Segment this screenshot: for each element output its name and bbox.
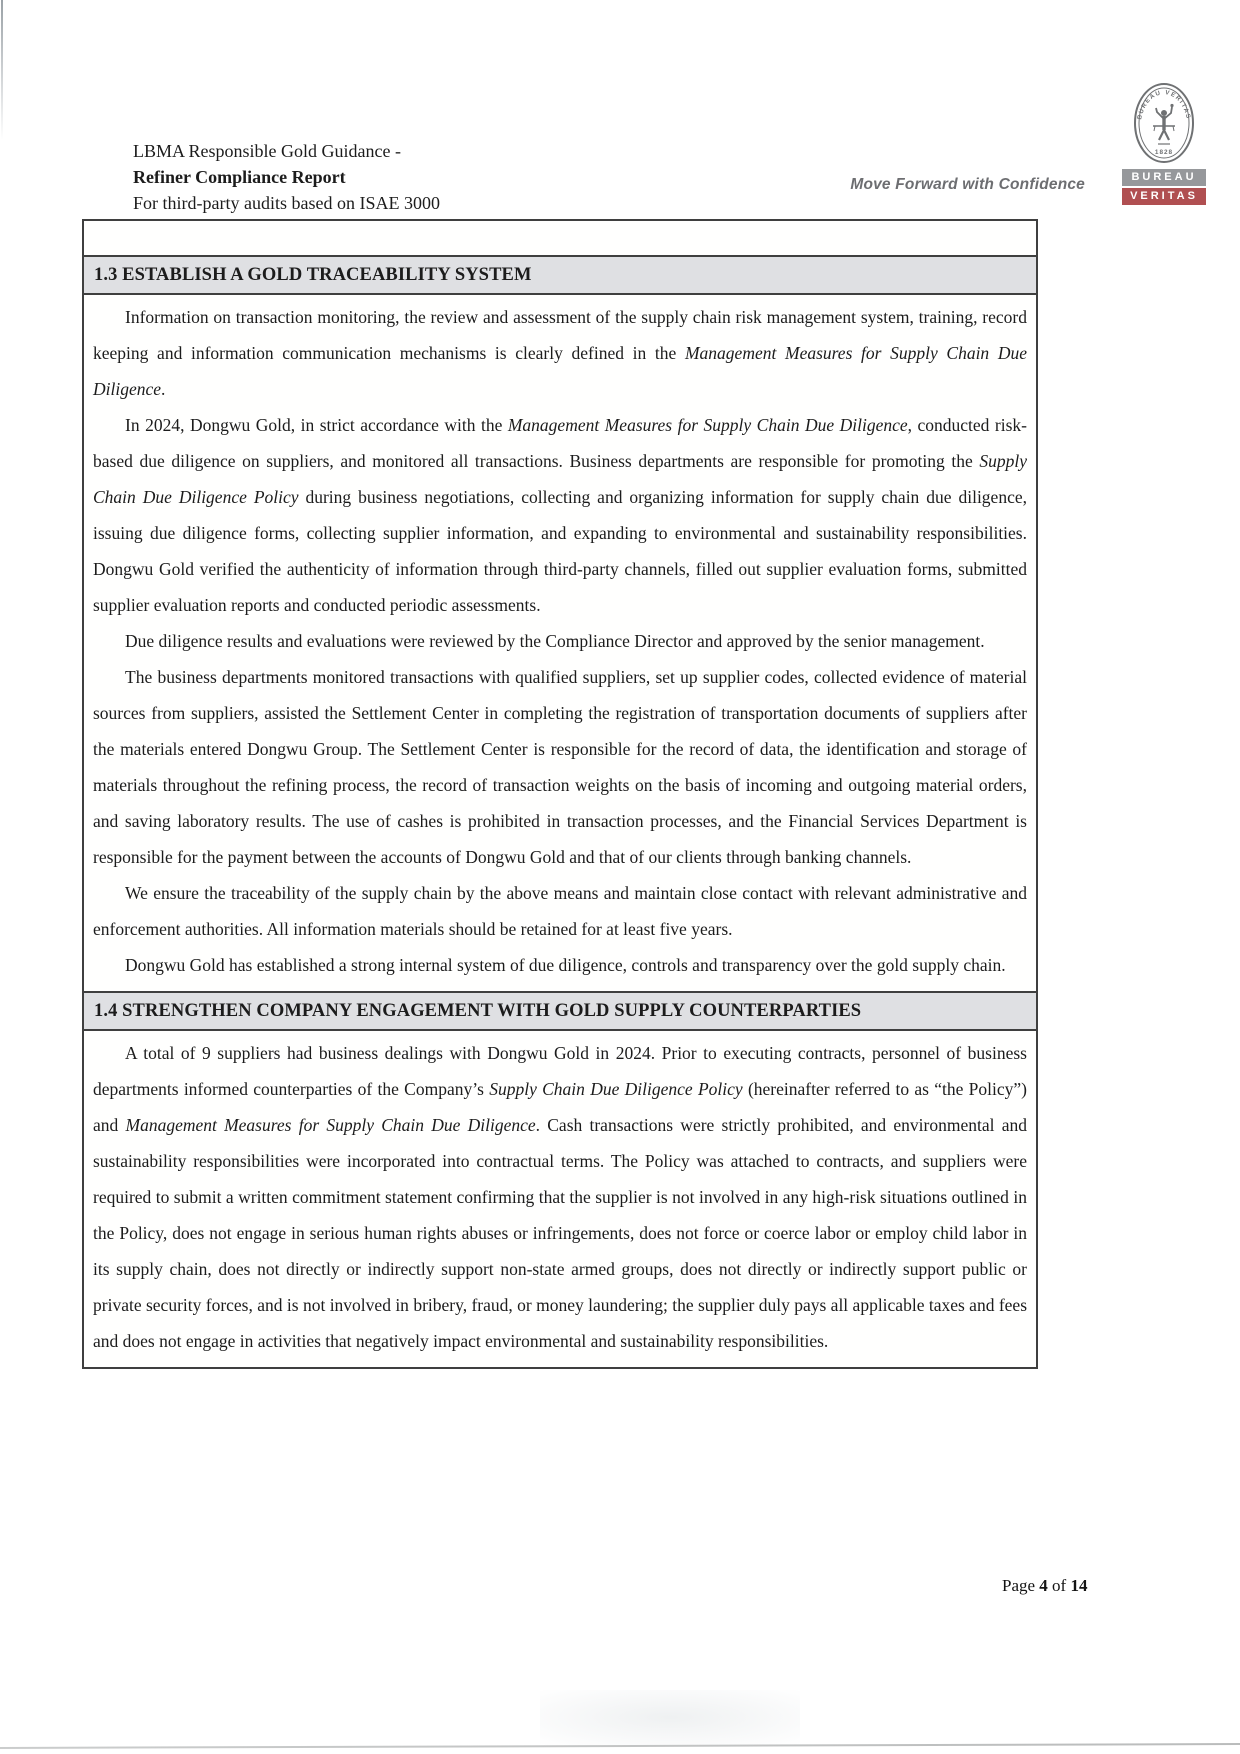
scan-artifact-smudge (540, 1690, 800, 1745)
italic-text-run: Management Measures for Supply Chain Due Diligence (125, 1115, 536, 1135)
page-number (1002, 1576, 1087, 1596)
paragraph (93, 407, 1027, 623)
paragraph (93, 875, 1027, 947)
emblem-arc-text: BUREAU VERITAS (1136, 89, 1192, 121)
text-run: during business negotiations, collecting and organizing information for supply chain due diligence, issuing due diligence forms, collecting supplier information, and expanding to environmental and sustainability responsibilities. Dongwu Gold verified the authenticity of information through third-party channels, filled out supplier evaluation forms, submitted supplier evaluation reports and conducted periodic assessments. (93, 487, 1027, 615)
text-run: (hereinafter referred to as “the Policy”) and (93, 1079, 1028, 1135)
torch-bearer-figure (1153, 104, 1175, 144)
page-number-value: 4 (1039, 1576, 1048, 1595)
italic-text-run: Management Measures for Supply Chain Due Diligence (507, 415, 908, 435)
text-run: In 2024, Dongwu Gold, in strict accordance with the (125, 415, 508, 435)
paragraph (93, 1035, 1027, 1359)
text-run: . (161, 379, 166, 399)
of-label: of (1052, 1576, 1067, 1595)
section-body-1-3 (84, 295, 1036, 993)
text-run: Due diligence results and evaluations were reviewed by the Compliance Director and approved by the senior management. (125, 631, 985, 651)
emblem-year: 1828 (1154, 149, 1174, 156)
doc-title-line2: Refiner Compliance Report (133, 167, 346, 187)
brand-tagline: Move Forward with Confidence (850, 176, 1085, 193)
bureau-veritas-logo (1122, 82, 1206, 205)
italic-text-run: Management Measures for Supply Chain Due Diligence (93, 343, 1027, 399)
paragraph (93, 299, 1027, 407)
page-label: Page (1002, 1576, 1036, 1595)
total-pages-value: 14 (1070, 1576, 1088, 1595)
text-run: The business departments monitored transactions with qualified suppliers, set up supplier codes, collected evidence of material sources from suppliers, assisted the Settlement Center in completing the registration of transportation documents of suppliers after the materials entered Dongwu Group. The Settlement Center is responsible for the record of data, the identification and storage of materials throughout the refining process, the record of transaction weights on the basis of incoming and outgoing material orders, and saving laboratory results. The use of cashes is prohibited in transaction processes, and the Financial Services Department is responsible for the payment between the accounts of Dongwu Gold and that of our clients through banking channels. (93, 667, 1027, 867)
text-run: A total of 9 suppliers had business dealings with Dongwu Gold in 2024. Prior to executing contracts, personnel of business departments informed counterparties of the Company’s (93, 1043, 1027, 1099)
section-heading-1-4: 1.4 STRENGTHEN COMPANY ENGAGEMENT WITH GOLD SUPPLY COUNTERPARTIES (84, 993, 1036, 1031)
scan-artifact-left-edge (1, 0, 3, 140)
empty-table-row (84, 221, 1036, 257)
italic-text-run: Supply Chain Due Diligence Policy (93, 451, 1027, 507)
section-body-1-4 (84, 1031, 1036, 1367)
text-run: We ensure the traceability of the supply chain by the above means and maintain close contact with relevant administrative and enforcement authorities. All information materials should be retained for at least five years. (93, 883, 1027, 939)
logo-bureau-label: BUREAU (1122, 169, 1206, 186)
text-run: . Cash transactions were strictly prohibited, and environmental and sustainability responsibilities were incorporated into contractual terms. The Policy was attached to contracts, and suppliers were required to submit a written commitment statement confirming that the supplier is not involved in any high-risk situations outlined in the Policy, does not engage in serious human rights abuses or infringements, does not force or coerce labor or employ child labor in its supply chain, does not directly or indirectly support non-state armed groups, does not directly or indirectly support public or private security forces, and is not involved in bribery, fraud, or money laundering; the supplier duly pays all applicable taxes and fees and does not engage in activities that negatively impact environmental and sustainability responsibilities. (93, 1115, 1027, 1351)
section-heading-1-3: 1.3 ESTABLISH A GOLD TRACEABILITY SYSTEM (84, 257, 1036, 295)
doc-title-line1: LBMA Responsible Gold Guidance - (133, 141, 401, 161)
document-header (133, 138, 440, 216)
logo-veritas-label: VERITAS (1122, 188, 1206, 205)
paragraph (93, 947, 1027, 983)
text-run: , conducted risk-based due diligence on suppliers, and monitored all transactions. Business departments are responsible for promoting the (93, 415, 1027, 471)
doc-title-line3: For third-party audits based on ISAE 3000 (133, 193, 440, 213)
italic-text-run: Supply Chain Due Diligence Policy (489, 1079, 743, 1099)
paragraph (93, 623, 1027, 659)
text-run: Dongwu Gold has established a strong internal system of due diligence, controls and transparency over the gold supply chain. (125, 955, 1006, 975)
paragraph (93, 659, 1027, 875)
report-table (82, 219, 1038, 1369)
bureau-veritas-emblem-icon (1133, 82, 1195, 164)
text-run: Information on transaction monitoring, the review and assessment of the supply chain risk management system, training, record keeping and information communication mechanisms is clearly defined in the (93, 307, 1027, 363)
